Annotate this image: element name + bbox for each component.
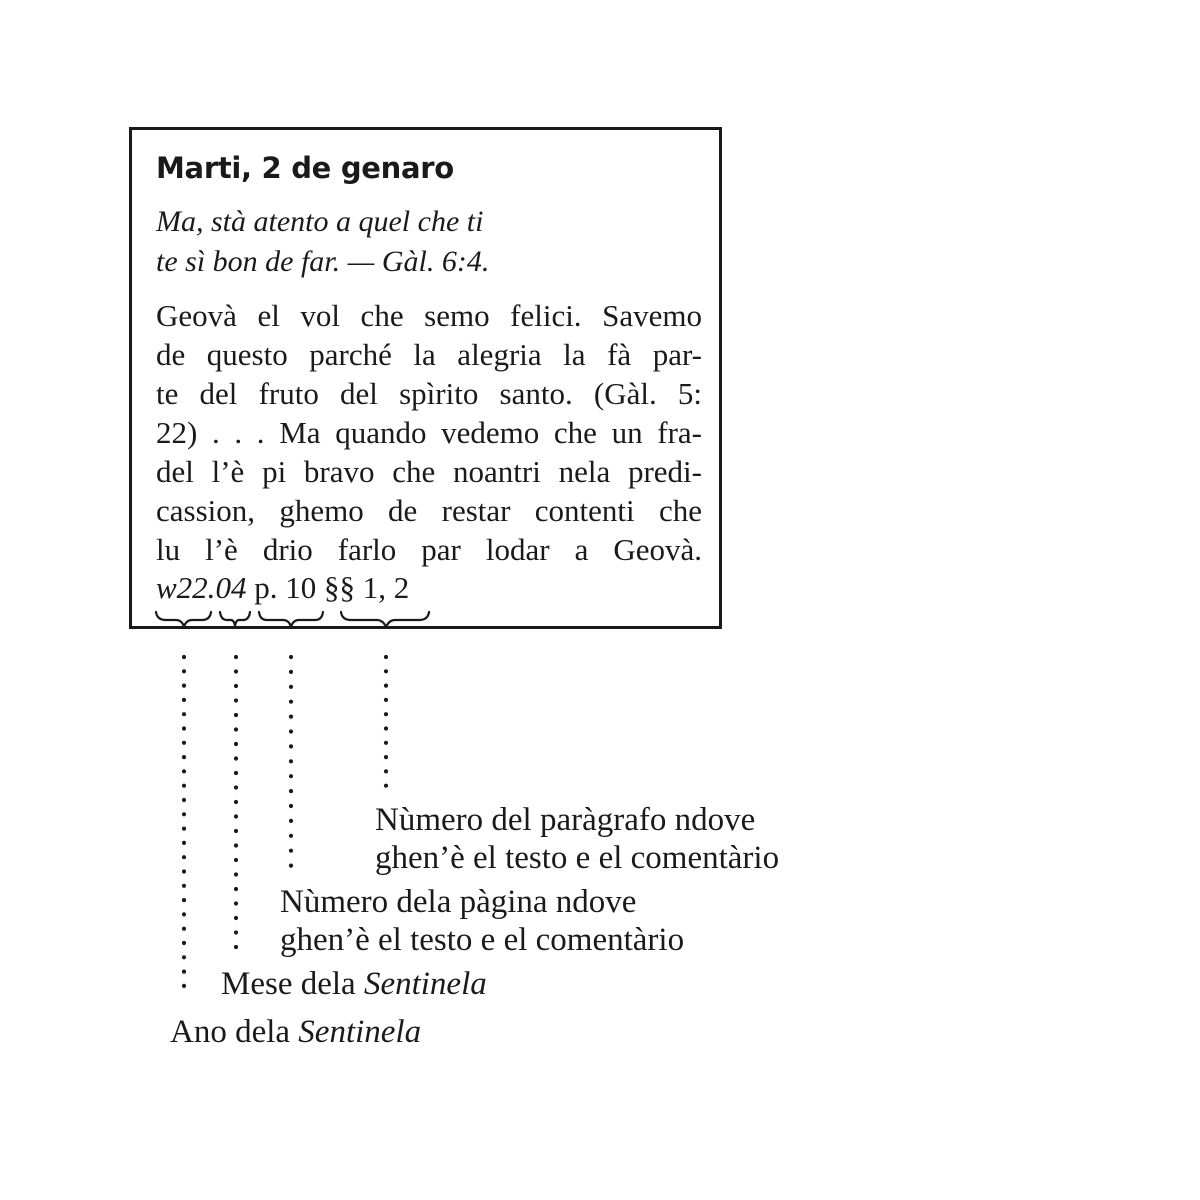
leader-dot-month: [234, 698, 238, 702]
body-line: te del fruto del spìrito santo. (Gàl. 5:: [156, 376, 702, 411]
label-text: Ano dela: [170, 1014, 299, 1050]
leader-dot-page: [289, 774, 293, 778]
leader-dot-paragraphs: [384, 712, 388, 716]
label-text: Mese dela: [221, 966, 364, 1002]
leader-dot-year: [182, 855, 186, 859]
leader-dot-page: [289, 655, 293, 659]
brace-paragraphs: [341, 612, 429, 627]
dots-year: [182, 655, 186, 988]
leader-dot-paragraphs: [384, 755, 388, 759]
verse-line: te sì bon de far. — Gàl. 6:4.: [156, 245, 490, 278]
month-label: [221, 965, 487, 1003]
leader-dot-paragraphs: [384, 698, 388, 702]
leader-dot-page: [289, 744, 293, 748]
leader-dot-paragraphs: [384, 726, 388, 730]
verse-line: Ma, stà atento a quel che ti: [156, 205, 484, 238]
leader-dot-page: [289, 715, 293, 719]
body-line: de questo parché la alegria la fà par-: [156, 337, 702, 372]
label-line: Nùmero del paràgrafo ndove: [375, 802, 756, 838]
leader-dot-year: [182, 798, 186, 802]
label-line: Nùmero dela pàgina ndove: [280, 884, 637, 920]
citation-paragraphs: §§ 1, 2: [323, 570, 410, 605]
leader-dot-page: [289, 849, 293, 853]
leader-dot-month: [234, 887, 238, 891]
leader-dot-page: [289, 759, 293, 763]
leader-dot-month: [234, 756, 238, 760]
leader-dot-month: [234, 771, 238, 775]
label-line: ghen’è el testo e el comentàrio: [280, 922, 685, 958]
body-line: del l’è pi bravo che noantri nela predi-: [156, 454, 702, 489]
label-italic: Sentinela: [363, 966, 487, 1002]
leader-dot-year: [182, 970, 186, 974]
leader-dot-year: [182, 769, 186, 773]
leader-dot-year: [182, 741, 186, 745]
leader-dot-page: [289, 864, 293, 868]
leader-dot-year: [182, 898, 186, 902]
leader-dot-paragraphs: [384, 655, 388, 659]
leader-dot-page: [289, 804, 293, 808]
leader-dot-month: [234, 843, 238, 847]
leader-dot-paragraphs: [384, 769, 388, 773]
leader-dot-page: [289, 729, 293, 733]
label-italic: Sentinela: [298, 1014, 422, 1050]
leader-dot-month: [234, 713, 238, 717]
leader-dot-year: [182, 884, 186, 888]
leader-dot-page: [289, 819, 293, 823]
leader-dot-year: [182, 869, 186, 873]
year-label: [170, 1013, 421, 1051]
leader-dot-year: [182, 912, 186, 916]
dots-paragraphs: [384, 655, 388, 788]
page-number-label: [280, 883, 684, 959]
leader-dot-page: [289, 700, 293, 704]
leader-dot-year: [182, 755, 186, 759]
leader-dot-month: [234, 742, 238, 746]
leader-dot-year: [182, 669, 186, 673]
leader-dot-page: [289, 789, 293, 793]
leader-dot-month: [234, 930, 238, 934]
brace-month: [220, 612, 250, 626]
leader-dot-year: [182, 941, 186, 945]
leader-dot-paragraphs: [384, 784, 388, 788]
leader-dot-paragraphs: [384, 741, 388, 745]
leader-dot-month: [234, 684, 238, 688]
leader-dot-month: [234, 669, 238, 673]
leader-dot-year: [182, 812, 186, 816]
citation-month: 04: [215, 570, 247, 605]
leader-dot-month: [234, 655, 238, 659]
citation-page: p. 10: [254, 570, 317, 605]
leader-dot-year: [182, 784, 186, 788]
body-line: 22) . . . Ma quando vedemo che un fra-: [156, 415, 702, 450]
dots-page: [289, 655, 293, 868]
leader-dot-year: [182, 726, 186, 730]
leader-dot-page: [289, 670, 293, 674]
leader-dot-year: [182, 698, 186, 702]
leader-dot-page: [289, 834, 293, 838]
paragraph-number-label: [375, 801, 779, 877]
leader-dot-year: [182, 827, 186, 831]
leader-dot-year: [182, 841, 186, 845]
dots-month: [234, 655, 238, 949]
brace-page: [259, 612, 323, 627]
leader-dot-month: [234, 858, 238, 862]
body-line: cassion, ghemo de restar contenti che: [156, 493, 702, 528]
leader-dot-year: [182, 955, 186, 959]
leader-dot-year: [182, 984, 186, 988]
leader-dot-year: [182, 712, 186, 716]
leader-dot-month: [234, 901, 238, 905]
label-line: ghen’è el testo e el comentàrio: [375, 840, 780, 876]
leader-dot-month: [234, 727, 238, 731]
leader-dot-year: [182, 684, 186, 688]
leader-dot-month: [234, 872, 238, 876]
leader-dot-month: [234, 829, 238, 833]
body-line: lu l’è drio farlo par lodar a Geovà.: [156, 532, 702, 567]
body-line: Geovà el vol che semo felici. Savemo: [156, 298, 702, 333]
leader-dot-paragraphs: [384, 669, 388, 673]
leader-dot-month: [234, 785, 238, 789]
brace-year: [156, 612, 211, 627]
leader-dot-year: [182, 655, 186, 659]
leader-dot-month: [234, 916, 238, 920]
leader-dot-paragraphs: [384, 684, 388, 688]
leader-dot-month: [234, 814, 238, 818]
citation-year: w22.: [156, 570, 216, 605]
leader-dot-month: [234, 800, 238, 804]
leader-dot-page: [289, 685, 293, 689]
leader-dot-year: [182, 927, 186, 931]
entry-date: Marti, 2 de genaro: [156, 151, 454, 185]
leader-dot-month: [234, 945, 238, 949]
